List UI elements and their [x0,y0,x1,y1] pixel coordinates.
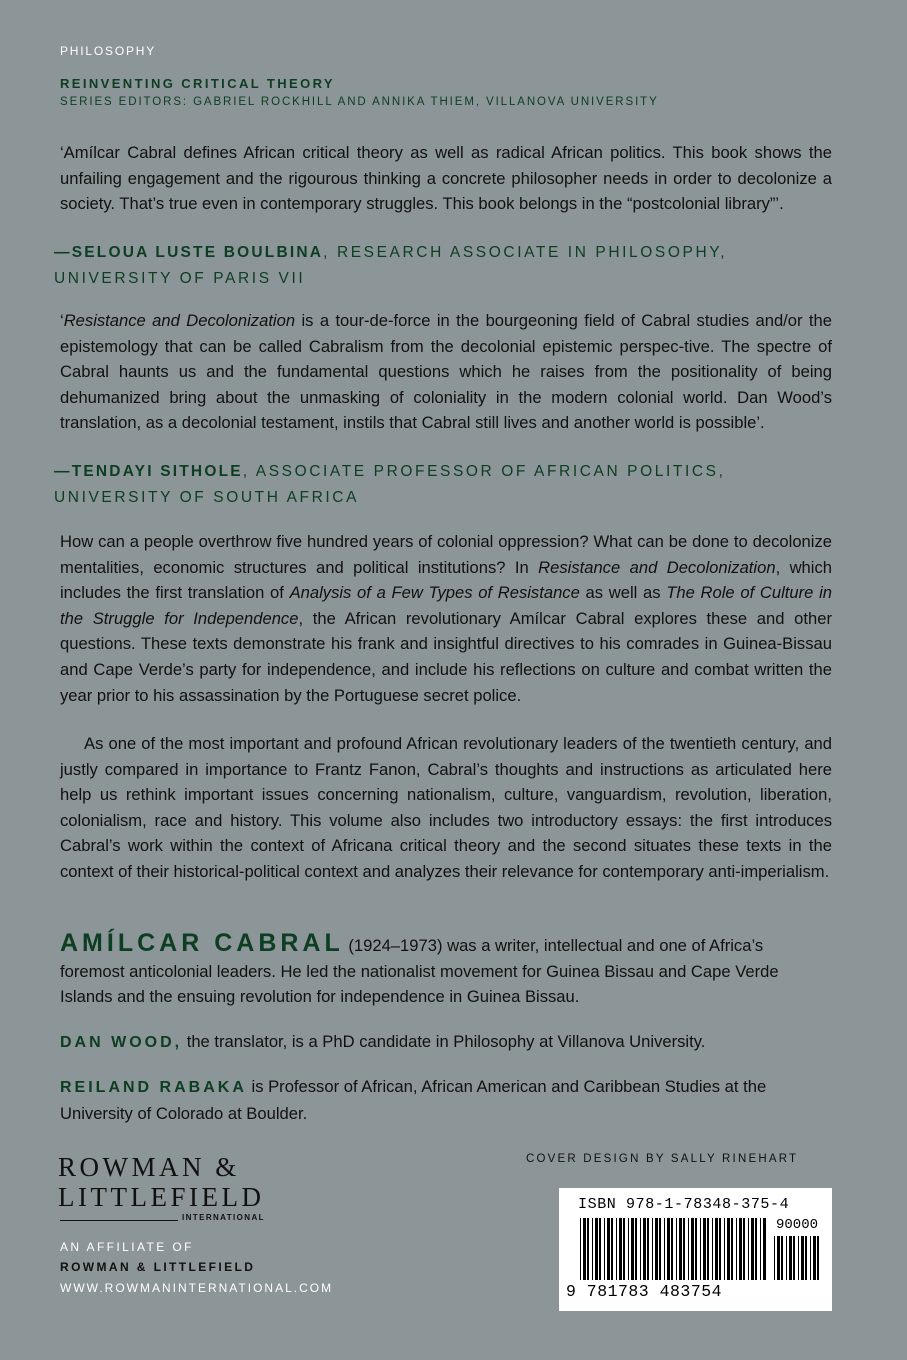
publisher-logo-line1: ROWMAN & [58,1152,240,1182]
publisher-website: WWW.ROWMANINTERNATIONAL.COM [60,1281,334,1295]
barcode-bar [628,1218,629,1280]
barcode-bar [774,1236,775,1280]
barcode-bar [727,1218,730,1280]
barcode-bar [683,1218,685,1280]
barcode-bar [798,1236,799,1280]
barcode-bar [631,1218,634,1280]
barcode-bar [786,1236,787,1280]
barcode-bar [580,1218,581,1280]
cover-design-credit: COVER DESIGN BY SALLY RINEHART [526,1153,799,1165]
desc-text: as well as [579,583,667,603]
barcode-bar [801,1236,804,1280]
barcode-bar [736,1218,737,1280]
barcode-bar [731,1218,733,1280]
barcode-bar [607,1218,610,1280]
barcode-bar [611,1218,613,1280]
publisher-logo-line2: LITTLEFIELD [58,1182,265,1212]
barcode-bar [763,1218,766,1280]
barcode-bar [664,1218,665,1280]
desc-text: How can a people overthrow five hundred years of colonial oppression? What can be done to decolonize mentalities, economic structures and political institutions? In [60,532,832,577]
author-name: AMÍLCAR CABRAL [60,929,344,957]
endorser-name-2: —TENDAYI SITHOLE [54,463,243,480]
barcode-number: 9 781783 483754 [566,1282,723,1301]
translator-bio-text: the translator, is a PhD candidate in Philosophy at Villanova University. [182,1032,706,1051]
editor-bio-text: is Professor of African, African American and Caribbean Studies at the University of Colorado at Boulder. [60,1077,767,1123]
barcode-bar [691,1218,694,1280]
endorsement-quote-2 [60,308,832,436]
desc-work-title: The Role of Culture in the Struggle for Independence [60,583,832,628]
barcode-bar [760,1218,761,1280]
barcode-bar [748,1218,749,1280]
barcode-icon [566,1218,824,1284]
desc-text: , which includes the first translation of [60,557,833,603]
price-code: 90000 [776,1217,819,1233]
series-title: REINVENTING CRITICAL THEORY [60,76,335,91]
barcode-addon-bars [774,1236,819,1280]
author-bio-text: (1924–1973) was a writer, intellectual and one of Africa’s foremost anticolonial leaders. He led the nationalist movement for Guinea Bissau and Cape Verde Islands and the ensuing revolution for independence in Guinea Bissau. [60,936,779,1007]
barcode-bar [671,1218,673,1280]
barcode-bar [655,1218,658,1280]
barcode-bar [587,1218,589,1280]
barcode-bar [623,1218,625,1280]
barcode-bar [743,1218,745,1280]
barcode-bar [695,1218,697,1280]
barcode-bar [755,1218,757,1280]
barcode-bar [647,1218,649,1280]
barcode-bar [604,1218,605,1280]
barcode-bar [688,1218,689,1280]
quote-open-mark: ‘ [60,311,64,330]
editor-bio [60,1074,832,1126]
barcode-bar [719,1218,721,1280]
barcode-bar [679,1218,682,1280]
barcode-bar [583,1218,586,1280]
translator-bio [60,1029,832,1056]
endorser-affiliation-1: , RESEARCH ASSOCIATE IN PHILOSOPHY, UNIVERSITY OF PARIS VII [54,244,728,287]
barcode-bar [777,1236,780,1280]
barcode-bar [616,1218,617,1280]
barcode-bar [635,1218,637,1280]
editor-name: REILAND RABAKA [60,1079,247,1096]
barcode-bar [781,1236,783,1280]
barcode-bar [592,1218,593,1280]
barcode-bar [724,1218,725,1280]
barcode-bar [715,1218,718,1280]
isbn-label: ISBN 978-1-78348-375-4 [578,1196,790,1213]
barcode-bar [643,1218,646,1280]
barcode-bar [817,1236,819,1280]
author-bio [60,931,832,1010]
barcode-bar [640,1218,641,1280]
publisher-logo-rule [60,1220,178,1221]
endorsement-attribution-2 [54,459,844,511]
barcode-bar [619,1218,622,1280]
description-paragraph-2: As one of the most important and profound African revolutionary leaders of the twentieth century, and justly compared in importance to Frantz Fanon, Cabral’s thoughts and instructions as articulated here help us rethink important issues concerning nationalism, culture, vanguardism, revolution, liberation, colonialism, race and history. This volume also includes two introductory essays: the first introduces Cabral’s work within the context of Africana critical theory and the second situates these texts in the context of their historical-political context and analyzes their relevance for contemporary anti-imperialism. [60,734,832,881]
desc-text: , the African revolutionary Amílcar Cabral explores these and other questions. These texts demonstrate his frank and insightful directives to his comrades in Guinea-Bissau and Cape Verde’s party for independence, and include his reflections on culture and combat written the year prior to his assassination by the Portuguese secret police. [60,608,832,705]
barcode-bar [659,1218,661,1280]
barcode-bar [810,1236,811,1280]
endorsement-quote-1: ‘Amílcar Cabral defines African critical theory as well as radical African politics. This book shows the unfailing engagement and the rigourous thinking a concrete philosopher needs in order to decolonize a society. That’s true even in contemporary struggles. This book belongs in the “postcolonial library”’. [60,143,832,214]
endorser-name-1: —SELOUA LUSTE BOULBINA [54,244,324,261]
series-editors: SERIES EDITORS: GABRIEL ROCKHILL AND ANNIKA THIEM, VILLANOVA UNIVERSITY [60,96,659,108]
description-paragraph-1 [60,529,832,708]
barcode-bar [599,1218,601,1280]
barcode-bar [676,1218,677,1280]
barcode-bar [700,1218,701,1280]
translator-name: DAN WOOD, [60,1034,183,1051]
barcode-bar [751,1218,754,1280]
barcode-bar [813,1236,816,1280]
quote-rest: is a tour-de-force in the bourgeoning field of Cabral studies and/or the epistemology that can be called Cabralism from the decolonial epistemic perspec-tive. The spectre of Cabral haunts us and the fundamental questions which he raises from the positionality of being dehumanized bring about the unmasking of coloniality in the modern colonial world. Dan Wood’s translation, as a decolonial testament, instils that Cabral still lives and another world is possible’. [60,311,832,433]
barcode-bar [703,1218,706,1280]
barcode-bar [652,1218,653,1280]
affiliate-label: AN AFFILIATE OF [60,1240,194,1254]
barcode-bar [793,1236,795,1280]
barcode-bar [712,1218,713,1280]
barcode-bar [667,1218,670,1280]
publisher-logo-imprint: INTERNATIONAL [182,1213,265,1222]
barcode-bar [595,1218,598,1280]
affiliate-name: ROWMAN & LITTLEFIELD [60,1260,256,1274]
quote-book-title: Resistance and Decolonization [63,311,296,330]
endorser-affiliation-2: , ASSOCIATE PROFESSOR OF AFRICAN POLITICS, UNIVERSITY OF SOUTH AFRICA [54,463,726,506]
desc-work-title: Analysis of a Few Types of Resistance [289,583,580,603]
barcode-bar [789,1236,792,1280]
barcode-bars [580,1218,766,1280]
barcode-bar [739,1218,742,1280]
barcode-bar [707,1218,709,1280]
endorsement-attribution-1 [54,240,844,292]
desc-book-title: Resistance and Decolonization [538,557,776,577]
category-label: PHILOSOPHY [60,44,157,58]
barcode-bar [805,1236,807,1280]
